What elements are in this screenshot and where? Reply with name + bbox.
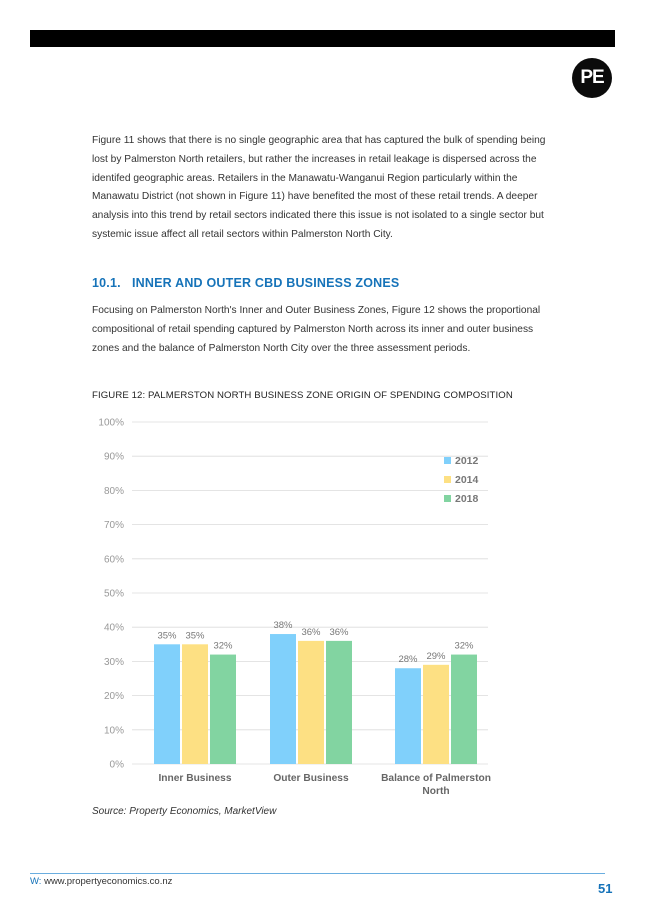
property-economics-logo — [572, 58, 612, 98]
data-label: 38% — [273, 620, 293, 632]
bar-2012 — [395, 668, 421, 764]
data-label: 36% — [301, 626, 321, 638]
x-category-label: Outer Business — [273, 773, 349, 784]
section-number: 10.1. — [92, 276, 121, 290]
y-tick-label: 40% — [103, 622, 124, 634]
data-label: 35% — [185, 630, 205, 642]
section-heading — [92, 276, 399, 290]
y-tick-label: 20% — [103, 691, 124, 703]
y-tick-label: 50% — [103, 588, 124, 600]
legend-swatch-2018 — [444, 495, 451, 502]
x-category-label: North — [422, 786, 450, 797]
legend-label: 2014 — [455, 474, 479, 486]
bar-2012 — [154, 644, 180, 764]
bar-2018 — [451, 655, 477, 764]
y-tick-label: 80% — [103, 485, 124, 497]
source-note: Source: Property Economics, MarketView — [92, 806, 277, 817]
y-tick-label: 30% — [103, 656, 124, 668]
bar-2012 — [270, 634, 296, 764]
footer-divider — [30, 873, 605, 874]
data-label: 28% — [398, 654, 418, 666]
y-tick-label: 70% — [103, 520, 124, 532]
y-tick-label: 90% — [103, 451, 124, 463]
y-tick-label: 60% — [103, 554, 124, 566]
data-label: 29% — [426, 650, 446, 662]
y-tick-label: 0% — [109, 759, 124, 771]
bar-2014 — [423, 665, 449, 764]
legend-swatch-2014 — [444, 476, 451, 483]
footer-url-prefix: W: — [30, 876, 42, 887]
footer-url[interactable]: www.propertyeconomics.co.nz — [44, 876, 173, 887]
legend-label: 2018 — [455, 493, 479, 505]
figure-caption: FIGURE 12: PALMERSTON NORTH BUSINESS ZONE ORIGIN OF SPENDING COMPOSITION — [92, 390, 513, 401]
logo-letter-e: E — [592, 67, 604, 88]
x-category-label: Balance of Palmerston — [381, 773, 491, 784]
data-label: 36% — [329, 626, 349, 638]
section-title: INNER AND OUTER CBD BUSINESS ZONES — [132, 276, 400, 290]
data-label: 32% — [213, 640, 233, 652]
bar-2014 — [182, 644, 208, 764]
y-tick-label: 10% — [103, 725, 124, 737]
x-category-label: Inner Business — [158, 773, 232, 784]
legend-label: 2012 — [455, 455, 479, 467]
data-label: 35% — [157, 630, 177, 642]
section-paragraph: Focusing on Palmerston North's Inner and Outer Business Zones, Figure 12 shows the proportional compositional of retail spending captured by Palmerston North across its inner and outer business zones and the balance of Palmerston North City over the three assessment periods. — [92, 305, 541, 354]
legend-swatch-2012 — [444, 457, 451, 464]
footer-website — [30, 876, 172, 887]
intro-paragraph: Figure 11 shows that there is no single geographic area that has captured the bulk of spending being lost by Palmerston North retailers, but rather the increases in retail leakage is dispersed across the identifed geographic areas. Retailers in the Manawatu-Wanganui Region particularly within the Manawatu District (not shown in Figure 11) have benefited the most of these retail trends. A deeper analysis into this trend by retail sectors indicated there this issue is not isolated to a single sector but systemic issue affect all retail sectors within Palmerston North City. — [92, 135, 546, 240]
y-tick-label: 100% — [98, 417, 124, 429]
bar-2018 — [326, 641, 352, 764]
logo-letter-p: P — [580, 67, 592, 88]
bar-2014 — [298, 641, 324, 764]
page-number: 51 — [598, 881, 613, 896]
business-zone-spending-chart — [80, 408, 500, 804]
bar-2018 — [210, 655, 236, 764]
header-bar — [30, 30, 615, 47]
data-label: 32% — [454, 640, 474, 652]
